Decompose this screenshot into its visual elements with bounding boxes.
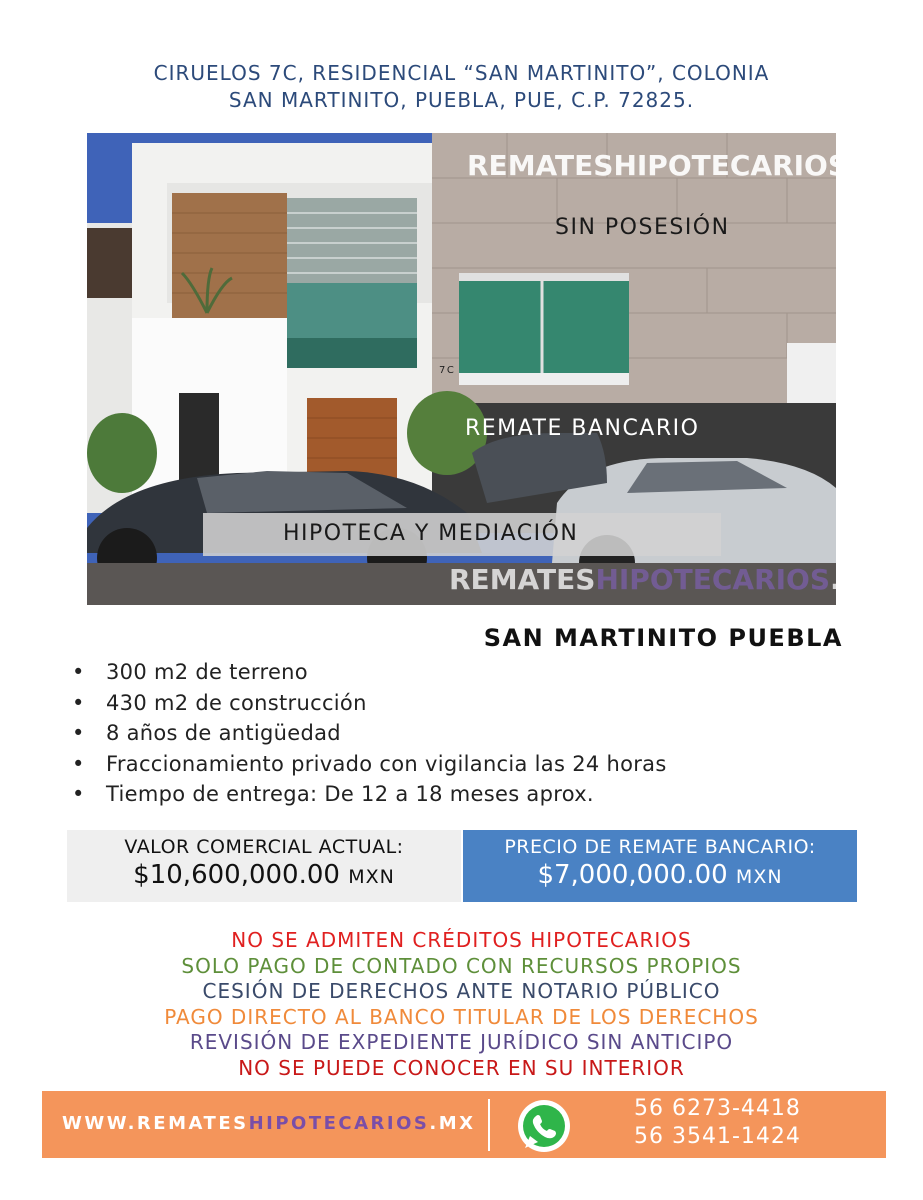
feature-list (72, 657, 667, 810)
watermark-top: REMATESHIPOTECARIOS.MX (467, 149, 909, 182)
tag-hipoteca-mediacion: HIPOTECA Y MEDIACIÓN (283, 521, 579, 546)
property-title: SAN MARTINITO PUEBLA (483, 624, 843, 652)
condition-line: REVISIÓN DE EXPEDIENTE JURÍDICO SIN ANTICIPO (189, 1030, 734, 1054)
tag-sin-posesion: SIN POSESIÓN (555, 215, 730, 240)
condition-line: PAGO DIRECTO AL BANCO TITULAR DE LOS DERECHOS (164, 1004, 759, 1029)
website-link[interactable]: WWW.REMATESHIPOTECARIOS.MX (62, 1113, 476, 1134)
bullet-icon: • (72, 782, 85, 806)
footer-divider (488, 1099, 490, 1151)
bullet-icon: • (72, 751, 85, 776)
commercial-value-box (67, 830, 461, 902)
contact-footer (42, 1091, 886, 1158)
phone-numbers (634, 1095, 801, 1151)
house-number: 7C (439, 365, 456, 376)
property-photo (87, 133, 909, 605)
address-line-2: SAN MARTINITO, PUEBLA, PUE, C.P. 72825. (228, 88, 695, 112)
address-line-1: CIRUELOS 7C, RESIDENCIAL “SAN MARTINITO”, COLONIA (153, 61, 770, 85)
condition-line: NO SE PUEDE CONOCER EN SU INTERIOR (238, 1055, 685, 1080)
feature-item: • Tiempo de entrega: De 12 a 18 meses aprox. (72, 779, 667, 810)
watermark-bottom: REMATESHIPOTECARIOS.MX (449, 563, 891, 596)
feature-item: • 300 m2 de terreno (72, 657, 667, 688)
conditions-list (40, 928, 883, 1081)
feature-item: • 8 años de antigüedad (72, 718, 667, 749)
condition-line: CESIÓN DE DERECHOS ANTE NOTARIO PÚBLICO (202, 979, 721, 1003)
commercial-value: $10,600,000.00 MXN (133, 860, 395, 890)
bullet-icon: • (72, 690, 85, 715)
bullet-icon: • (72, 721, 85, 745)
whatsapp-icon[interactable] (512, 1094, 576, 1158)
auction-price: $7,000,000.00 MXN (537, 860, 783, 890)
auction-price-box (463, 830, 857, 902)
condition-line: NO SE ADMITEN CRÉDITOS HIPOTECARIOS (231, 928, 692, 952)
phone-1[interactable]: 56 6273-4418 (634, 1096, 801, 1121)
feature-item: • 430 m2 de construcción (72, 688, 667, 719)
phone-2[interactable]: 56 3541-1424 (634, 1124, 801, 1149)
property-address (40, 60, 883, 114)
bullet-icon: • (72, 660, 85, 684)
tag-remate-bancario: REMATE BANCARIO (465, 416, 700, 441)
feature-item: • Fraccionamiento privado con vigilancia las 24 horas (72, 749, 667, 780)
commercial-value-label: VALOR COMERCIAL ACTUAL: (124, 836, 404, 858)
condition-line: SOLO PAGO DE CONTADO CON RECURSOS PROPIOS (181, 953, 742, 978)
auction-price-label: PRECIO DE REMATE BANCARIO: (504, 836, 816, 858)
